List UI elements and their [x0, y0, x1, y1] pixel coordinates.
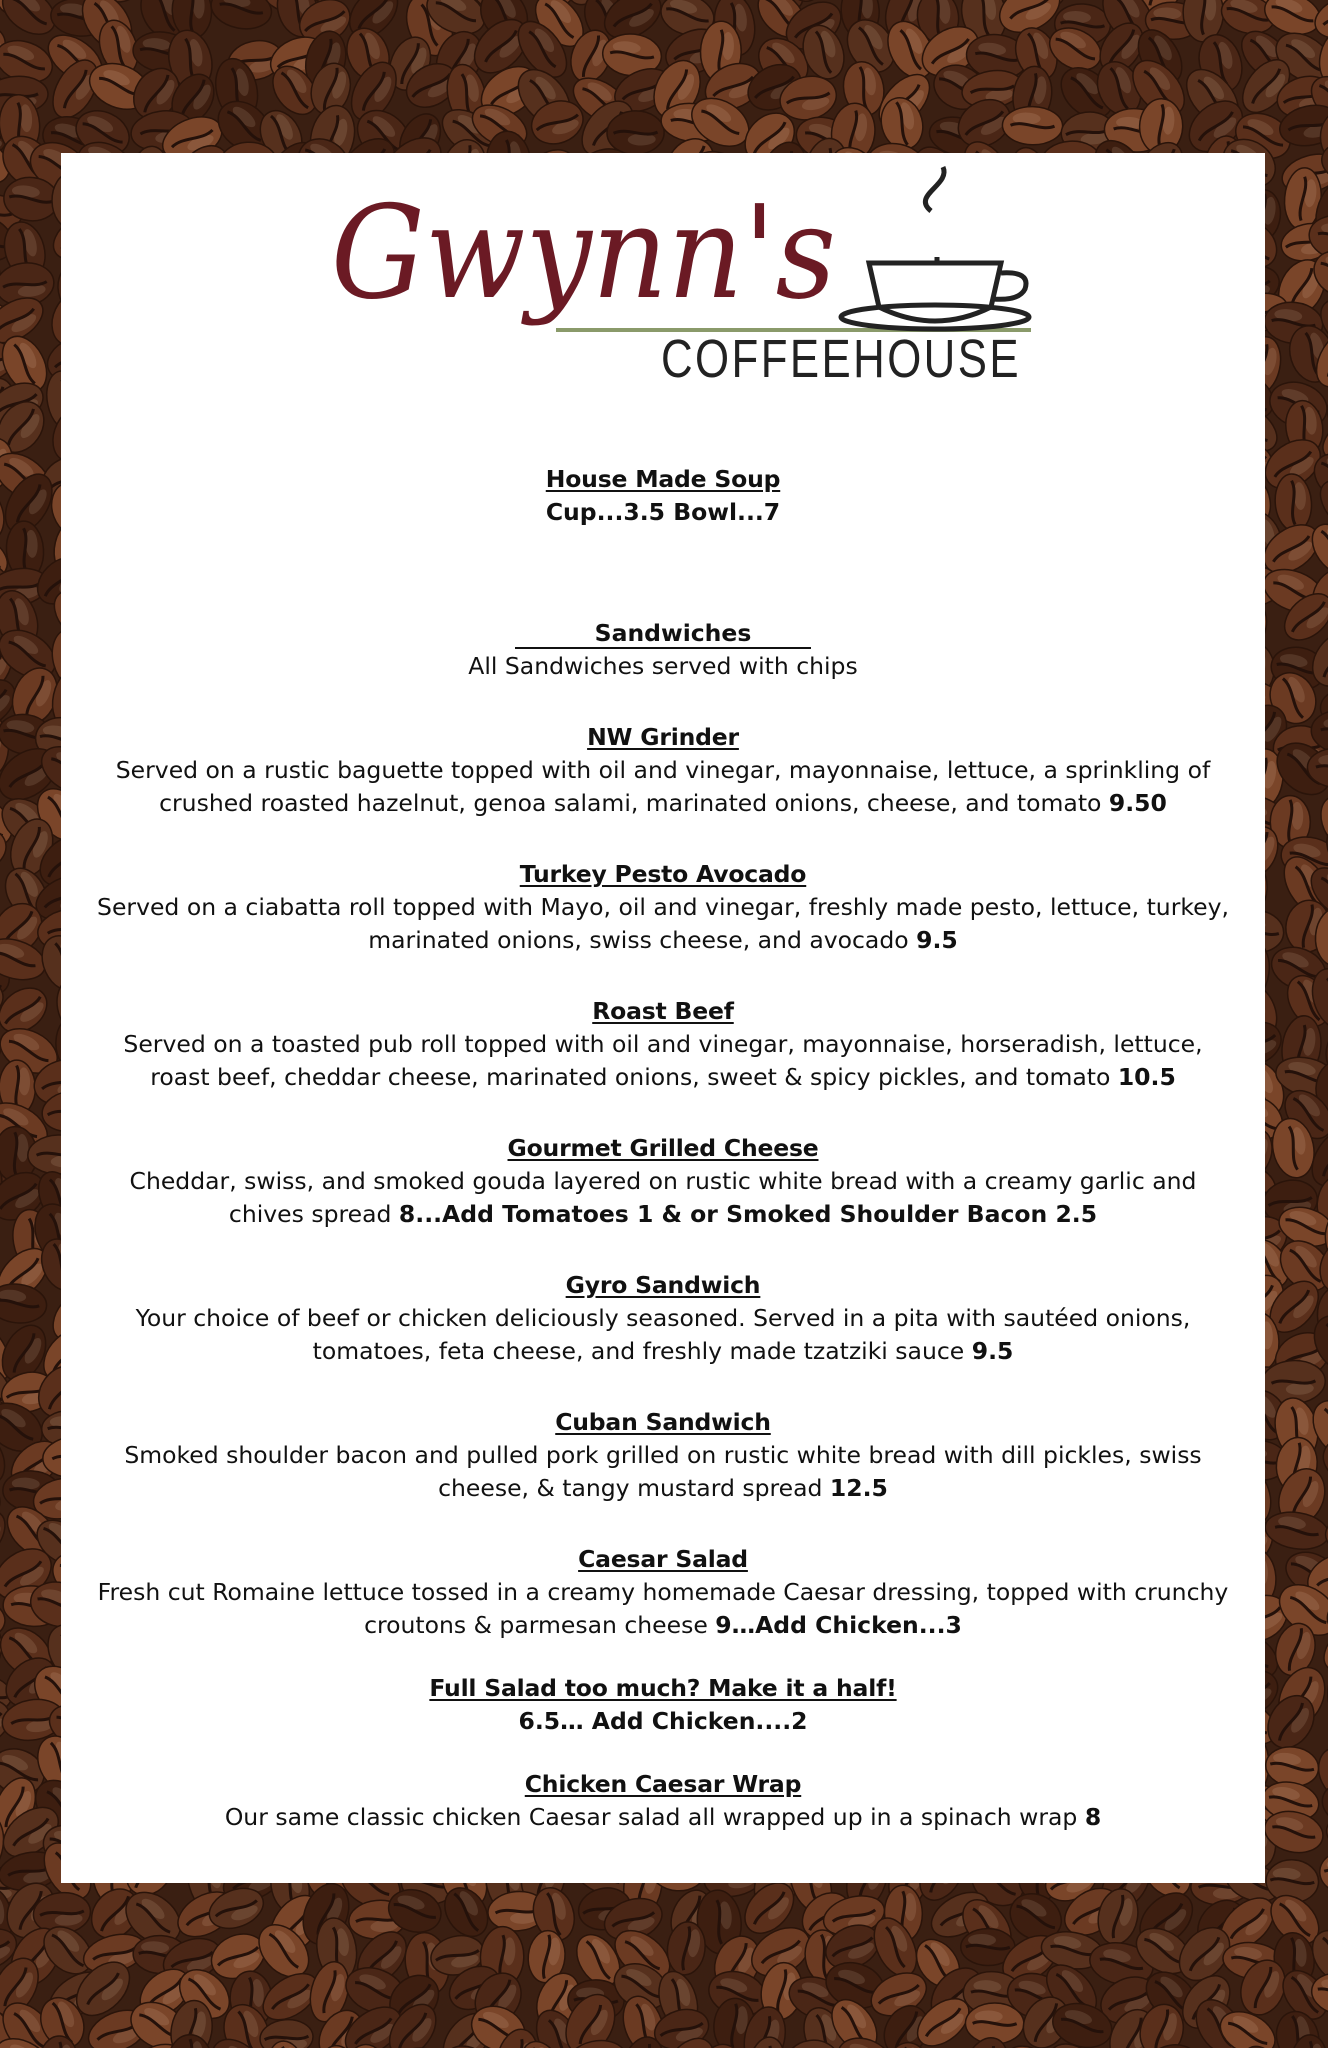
menu-content	[81, 463, 1245, 1872]
logo-subtitle: COFFEEHOUSE	[661, 329, 1021, 389]
item-price: 8...Add Tomatoes 1 & or Smoked Shoulder Bacon 2.5	[398, 1200, 1098, 1228]
menu-item-turkey-pesto-avocado	[81, 858, 1245, 957]
item-name: Cuban Sandwich	[555, 1408, 771, 1436]
item-price: 10.5	[1117, 1063, 1176, 1091]
item-name: Gourmet Grilled Cheese	[507, 1134, 819, 1162]
half-salad-section	[81, 1672, 1245, 1738]
item-price: 9…Add Chicken...3	[715, 1611, 962, 1639]
item-description: Served on a ciabatta roll topped with Mayo, oil and vinegar, freshly made pesto, lettuce, turkey, marinated onions, swiss cheese, and avocado 9.5	[97, 893, 1229, 954]
coffee-cup-icon	[841, 167, 1029, 329]
menu-item-roast-beef	[81, 995, 1245, 1094]
item-description: Smoked shoulder bacon and pulled pork grilled on rustic white bread with dill pickles, swiss cheese, & tangy mustard spread 12.5	[124, 1441, 1202, 1502]
item-description: Your choice of beef or chicken deliciously seasoned. Served in a pita with sautéed onions, tomatoes, feta cheese, and freshly made tzatziki sauce 9.5	[135, 1304, 1191, 1365]
item-price: 12.5	[829, 1474, 888, 1502]
item-description: Served on a toasted pub roll topped with oil and vinegar, mayonnaise, horseradish, lettuce, roast beef, cheddar cheese, marinated onions, sweet & spicy pickles, and tomato 10.5	[123, 1030, 1203, 1091]
item-price: 9.5	[916, 926, 958, 954]
menu-card	[61, 153, 1265, 1883]
item-name: NW Grinder	[587, 723, 739, 751]
soup-title: House Made Soup	[545, 465, 781, 493]
menu-item-gyro-sandwich	[81, 1269, 1245, 1368]
half-salad-prices: 6.5… Add Chicken....2	[518, 1707, 808, 1735]
item-name: Gyro Sandwich	[565, 1271, 761, 1299]
menu-item-gourmet-grilled-cheese	[81, 1132, 1245, 1231]
sandwiches-title: Sandwiches	[515, 619, 812, 649]
item-price: 9.5	[971, 1337, 1014, 1365]
item-description: Our same classic chicken Caesar salad all wrapped up in a spinach wrap 8	[224, 1803, 1102, 1831]
item-description: Fresh cut Romaine lettuce tossed in a creamy homemade Caesar dressing, topped with crunchy croutons & parmesan cheese 9…Add Chicken...3	[97, 1578, 1229, 1639]
menu-item-caesar-salad	[81, 1543, 1245, 1642]
half-salad-title: Full Salad too much? Make it a half!	[429, 1674, 897, 1702]
menu-item-cuban-sandwich	[81, 1406, 1245, 1505]
item-description: Cheddar, swiss, and smoked gouda layered on rustic white bread with a creamy garlic and chives spread 8...Add Tomatoes 1 & or Smoked Shoulder Bacon 2.5	[129, 1167, 1197, 1228]
item-price: 9.50	[1108, 789, 1167, 817]
gwynns-coffeehouse-logo	[331, 165, 1051, 395]
sandwiches-note: All Sandwiches served with chips	[468, 652, 858, 680]
item-name: Turkey Pesto Avocado	[519, 860, 807, 888]
item-name: Caesar Salad	[578, 1545, 748, 1573]
menu-item-nw-grinder	[81, 721, 1245, 820]
item-name: Roast Beef	[592, 997, 734, 1025]
sandwiches-header	[81, 617, 1245, 683]
logo-script-text: Gwynn's	[331, 179, 836, 328]
item-name: Chicken Caesar Wrap	[524, 1770, 802, 1798]
menu-item-chicken-caesar-wrap	[81, 1768, 1245, 1834]
soup-prices: Cup...3.5 Bowl...7	[545, 498, 781, 526]
item-description: Served on a rustic baguette topped with oil and vinegar, mayonnaise, lettuce, a sprinkling of crushed roasted hazelnut, genoa salami, marinated onions, cheese, and tomato 9.50	[115, 756, 1211, 817]
soup-section	[81, 463, 1245, 529]
item-price: 8	[1084, 1803, 1102, 1831]
